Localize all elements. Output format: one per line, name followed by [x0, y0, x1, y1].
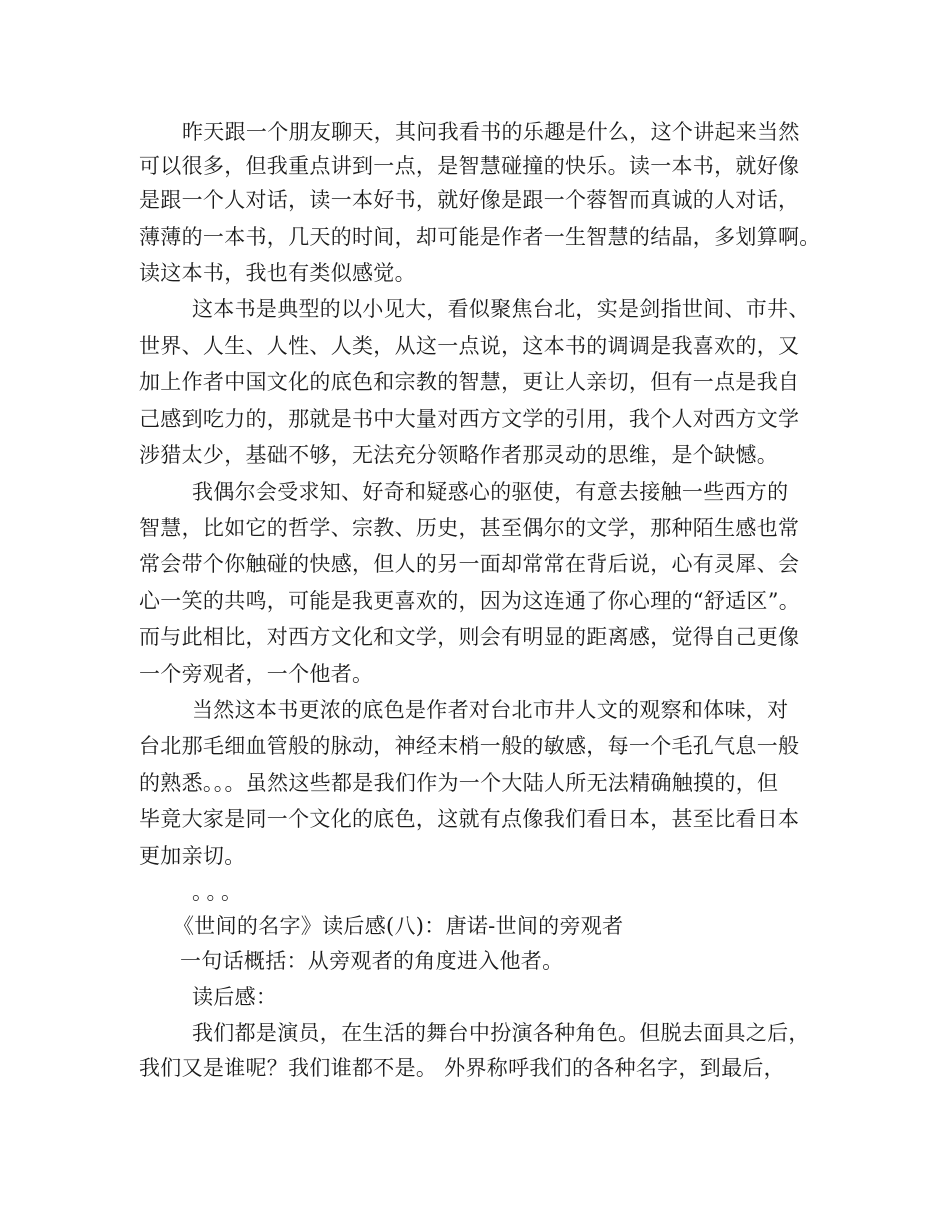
paragraph-line: 涉猎太少，基础不够，无法充分领略作者那灵动的思维，是个缺憾。: [139, 443, 778, 467]
paragraph-line: 我偶尔会受求知、好奇和疑惑心的驱使，有意去接触一些西方的: [192, 480, 789, 504]
paragraph-line: 常会带个你触碰的快感，但人的另一面却常常在背后说，心有灵犀、会: [139, 552, 800, 576]
paragraph-line: 我们都是演员，在生活的舞台中扮演各种角色。但脱去面具之后，: [192, 1021, 810, 1045]
paragraph-line: 一个旁观者，一个他者。: [139, 662, 374, 686]
paragraph-line: 这本书是典型的以小见大，看似聚焦台北，实是剑指世间、市井、: [192, 297, 810, 321]
paragraph-line: 世界、人生、人性、人类，从这一点说，这本书的调调是我喜欢的，又: [139, 334, 800, 358]
paragraph-line: 己感到吃力的，那就是书中大量对西方文学的引用，我个人对西方文学: [139, 407, 800, 431]
paragraph-line: 而与此相比，对西方文化和文学，则会有明显的距离感，觉得自己更像: [139, 625, 800, 649]
paragraph-line: 更加亲切。: [139, 844, 246, 868]
paragraph-line: 当然这本书更浓的底色是作者对台北市井人文的观察和体味，对: [192, 698, 789, 722]
paragraph-line: 的熟悉。。。虽然这些都是我们作为一个大陆人所无法精确触摸的，但: [139, 771, 779, 795]
summary-line: 一句话概括：从旁观者的角度进入他者。: [180, 949, 564, 973]
paragraph-line: 心一笑的共鸣，可能是我更喜欢的，因为这连通了你心理的“舒适区”。: [139, 589, 801, 613]
paragraph-line: 我们又是谁呢？我们谁都不是。 外界称呼我们的各种名字，到最后，: [139, 1056, 785, 1080]
paragraph-line: 智慧，比如它的哲学、宗教、历史，甚至偶尔的文学，那种陌生感也常: [139, 516, 800, 540]
paragraph-line: 毕竟大家是同一个文化的底色，这就有点像我们看日本，甚至比看日本: [139, 807, 800, 831]
paragraph-line: 是跟一个人对话，读一本好书，就好像是跟一个蓉智而真诚的人对话，: [139, 188, 800, 212]
paragraph-line: 昨天跟一个朋友聊天，其问我看书的乐趣是什么，这个讲起来当然: [182, 120, 800, 144]
ellipsis: 。。。: [192, 880, 246, 904]
reflection-label: 读后感：: [192, 985, 278, 1009]
paragraph-line: 读这本书，我也有类似感觉。: [139, 261, 416, 285]
section-title: 《世间的名字》读后感(八)：唐诺-世间的旁观者: [173, 914, 624, 938]
paragraph-line: 台北那毛细血管般的脉动，神经末梢一般的敏感，每一个毛孔气息一般: [139, 734, 800, 758]
paragraph-line: 薄薄的一本书，几天的时间，却可能是作者一生智慧的结晶，多划算啊。: [139, 225, 821, 249]
paragraph-line: 加上作者中国文化的底色和宗教的智慧，更让人亲切，但有一点是我自: [139, 370, 800, 394]
paragraph-line: 可以很多，但我重点讲到一点，是智慧碰撞的快乐。读一本书，就好像: [139, 154, 800, 178]
